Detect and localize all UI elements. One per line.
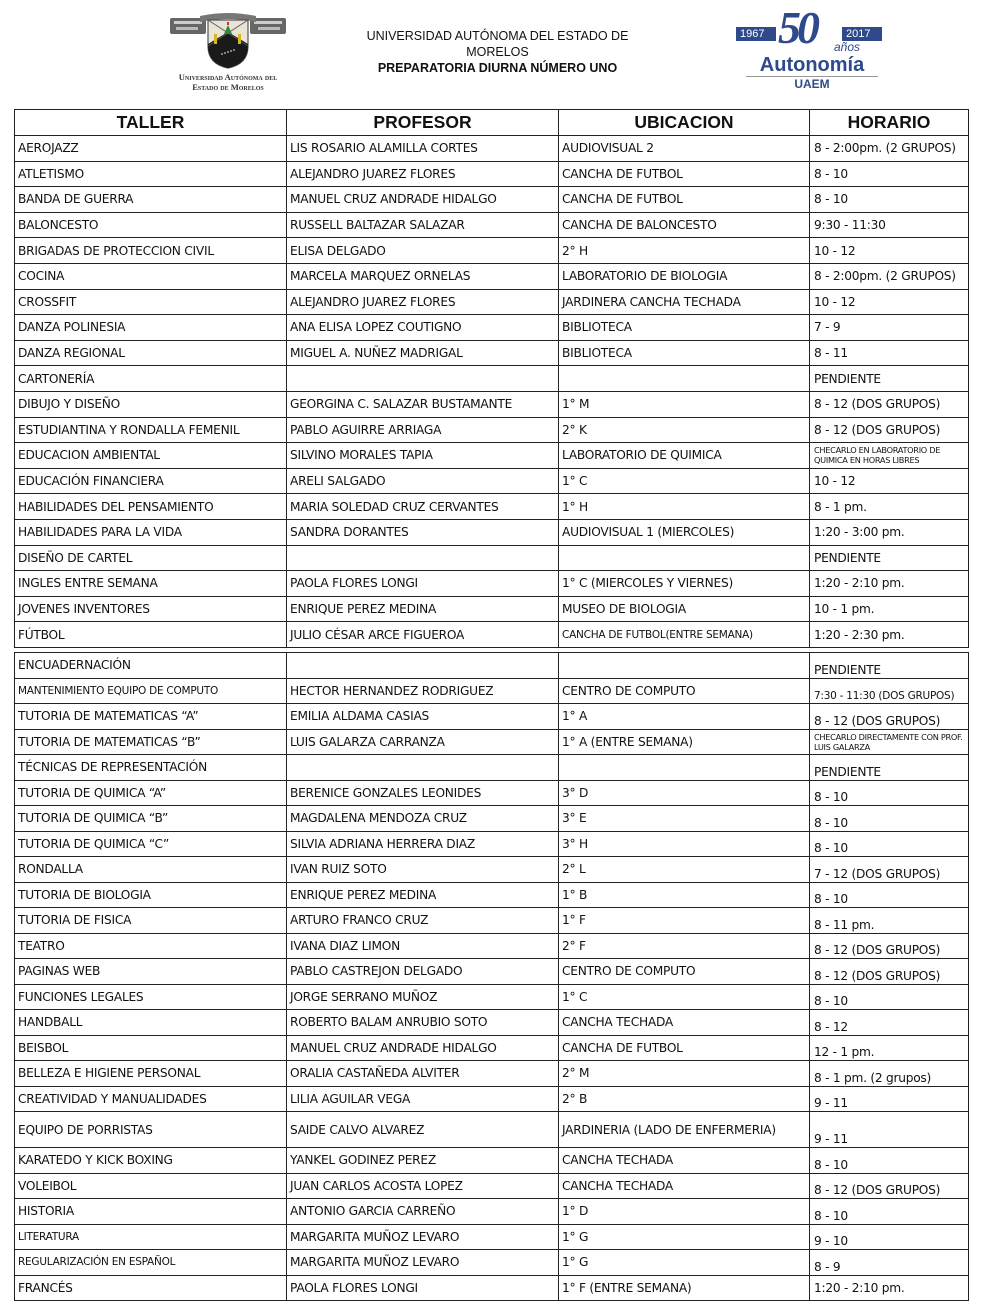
- cell-ubicacion: AUDIOVISUAL 2: [559, 136, 810, 162]
- cell-ubicacion: 1° C: [559, 468, 810, 494]
- cell-ubicacion: BIBLIOTECA: [559, 315, 810, 341]
- cell-ubicacion: 1° H: [559, 494, 810, 520]
- cell-taller: BRIGADAS DE PROTECCION CIVIL: [15, 238, 287, 264]
- cell-profesor: MARIA SOLEDAD CRUZ CERVANTES: [287, 494, 559, 520]
- cell-taller: TÉCNICAS DE REPRESENTACIÓN: [15, 755, 287, 781]
- cell-taller: BALONCESTO: [15, 212, 287, 238]
- table-row: [15, 1199, 969, 1225]
- cell-taller: FÚTBOL: [15, 622, 287, 648]
- year-start-badge: 1967: [736, 27, 776, 41]
- cell-taller: ATLETISMO: [15, 161, 287, 187]
- table-row: [15, 1086, 969, 1112]
- cell-horario: 10 - 12: [810, 468, 969, 494]
- cell-ubicacion: JARDINERIA (LADO DE ENFERMERIA): [559, 1112, 810, 1148]
- anniversary-logo: [730, 2, 890, 94]
- cell-ubicacion: CANCHA DE BALONCESTO: [559, 212, 810, 238]
- cell-taller: REGULARIZACIÓN EN ESPAÑOL: [15, 1250, 287, 1276]
- cell-ubicacion: CENTRO DE COMPUTO: [559, 678, 810, 704]
- cell-horario: PENDIENTE: [810, 366, 969, 392]
- cell-horario: 9 - 11: [810, 1086, 969, 1112]
- cell-taller: INGLES ENTRE SEMANA: [15, 571, 287, 597]
- cell-horario: PENDIENTE: [810, 653, 969, 679]
- anniversary-word: Autonomía: [759, 54, 865, 76]
- cell-ubicacion: JARDINERA CANCHA TECHADA: [559, 289, 810, 315]
- cell-horario: 8 - 10: [810, 882, 969, 908]
- cell-ubicacion: CANCHA TECHADA: [559, 1173, 810, 1199]
- cell-taller: BANDA DE GUERRA: [15, 187, 287, 213]
- cell-horario: 8 - 2:00pm. (2 GRUPOS): [810, 263, 969, 289]
- year-end-badge: 2017: [842, 27, 882, 41]
- table-row: [15, 729, 969, 755]
- page-header: [0, 0, 990, 100]
- cell-ubicacion: 1° D: [559, 1199, 810, 1225]
- cell-profesor: [287, 366, 559, 392]
- cell-horario: 8 - 12: [810, 1010, 969, 1036]
- cell-horario: 8 - 10: [810, 831, 969, 857]
- cell-ubicacion: [559, 755, 810, 781]
- cell-horario: 9:30 - 11:30: [810, 212, 969, 238]
- cell-ubicacion: 1° C: [559, 984, 810, 1010]
- cell-profesor: MARGARITA MUÑOZ LEVARO: [287, 1224, 559, 1250]
- cell-profesor: ALEJANDRO JUAREZ FLORES: [287, 161, 559, 187]
- table-row: [15, 187, 969, 213]
- table-row: [15, 1148, 969, 1174]
- cell-profesor: HECTOR HERNANDEZ RODRIGUEZ: [287, 678, 559, 704]
- cell-taller: RONDALLA: [15, 857, 287, 883]
- table-row: [15, 882, 969, 908]
- cell-profesor: EMILIA ALDAMA CASIAS: [287, 704, 559, 730]
- cell-taller: CARTONERÍA: [15, 366, 287, 392]
- table-row: [15, 780, 969, 806]
- cell-ubicacion: LABORATORIO DE BIOLOGIA: [559, 263, 810, 289]
- cell-ubicacion: CANCHA TECHADA: [559, 1010, 810, 1036]
- table-row: [15, 596, 969, 622]
- table-row: [15, 1275, 969, 1301]
- table-row: [15, 1035, 969, 1061]
- cell-horario: 8 - 2:00pm. (2 GRUPOS): [810, 136, 969, 162]
- cell-taller: TUTORIA DE QUIMICA “A”: [15, 780, 287, 806]
- cell-horario: 8 - 10: [810, 984, 969, 1010]
- cell-ubicacion: CANCHA DE FUTBOL: [559, 1035, 810, 1061]
- table-row: [15, 494, 969, 520]
- cell-horario: 8 - 12 (DOS GRUPOS): [810, 704, 969, 730]
- cell-horario: 12 - 1 pm.: [810, 1035, 969, 1061]
- cell-ubicacion: 1° C (MIERCOLES Y VIERNES): [559, 571, 810, 597]
- cell-horario: 7:30 - 11:30 (DOS GRUPOS): [810, 678, 969, 704]
- table-row: [15, 468, 969, 494]
- cell-ubicacion: 1° F (ENTRE SEMANA): [559, 1275, 810, 1301]
- cell-ubicacion: 1° G: [559, 1224, 810, 1250]
- cell-ubicacion: 1° G: [559, 1250, 810, 1276]
- cell-profesor: GEORGINA C. SALAZAR BUSTAMANTE: [287, 391, 559, 417]
- cell-ubicacion: 3° H: [559, 831, 810, 857]
- table-row: [15, 933, 969, 959]
- cell-horario: CHECARLO EN LABORATORIO DE QUIMICA EN HORAS LIBRES: [810, 443, 969, 469]
- cell-ubicacion: 2° F: [559, 933, 810, 959]
- cell-horario: 8 - 12 (DOS GRUPOS): [810, 391, 969, 417]
- cell-ubicacion: 1° F: [559, 908, 810, 934]
- table-row: [15, 519, 969, 545]
- cell-horario: 8 - 1 pm. (2 grupos): [810, 1061, 969, 1087]
- cell-profesor: YANKEL GODINEZ PEREZ: [287, 1148, 559, 1174]
- cell-ubicacion: CANCHA DE FUTBOL: [559, 161, 810, 187]
- table-row: [15, 1112, 969, 1148]
- cell-profesor: MAGDALENA MENDOZA CRUZ: [287, 806, 559, 832]
- cell-taller: MANTENIMIENTO EQUIPO DE COMPUTO: [15, 678, 287, 704]
- cell-taller: EQUIPO DE PORRISTAS: [15, 1112, 287, 1148]
- university-name-line1: UNIVERSIDAD AUTÓNOMA DEL ESTADO DE: [366, 29, 629, 43]
- cell-profesor: SILVIA ADRIANA HERRERA DIAZ: [287, 831, 559, 857]
- cell-taller: COCINA: [15, 263, 287, 289]
- cell-profesor: MIGUEL A. NUÑEZ MADRIGAL: [287, 340, 559, 366]
- cell-profesor: PABLO AGUIRRE ARRIAGA: [287, 417, 559, 443]
- cell-taller: DANZA POLINESIA: [15, 315, 287, 341]
- cell-profesor: JORGE SERRANO MUÑOZ: [287, 984, 559, 1010]
- cell-horario: 8 - 10: [810, 187, 969, 213]
- cell-taller: HANDBALL: [15, 1010, 287, 1036]
- cell-profesor: MANUEL CRUZ ANDRADE HIDALGO: [287, 187, 559, 213]
- table-row: [15, 908, 969, 934]
- cell-ubicacion: LABORATORIO DE QUIMICA: [559, 443, 810, 469]
- cell-taller: TUTORIA DE BIOLOGIA: [15, 882, 287, 908]
- cell-profesor: [287, 755, 559, 781]
- cell-taller: AEROJAZZ: [15, 136, 287, 162]
- table-row: [15, 1173, 969, 1199]
- cell-ubicacion: BIBLIOTECA: [559, 340, 810, 366]
- cell-horario: 7 - 9: [810, 315, 969, 341]
- cell-taller: FRANCÉS: [15, 1275, 287, 1301]
- cell-ubicacion: 3° E: [559, 806, 810, 832]
- cell-taller: TEATRO: [15, 933, 287, 959]
- cell-ubicacion: 2° M: [559, 1061, 810, 1087]
- table-row: [15, 1061, 969, 1087]
- cell-horario: 10 - 12: [810, 289, 969, 315]
- cell-horario: 1:20 - 3:00 pm.: [810, 519, 969, 545]
- cell-ubicacion: CENTRO DE COMPUTO: [559, 959, 810, 985]
- cell-profesor: MARCELA MARQUEZ ORNELAS: [287, 263, 559, 289]
- cell-horario: 9 - 11: [810, 1112, 969, 1148]
- table-row: [15, 1010, 969, 1036]
- table-row: [15, 263, 969, 289]
- cell-profesor: ELISA DELGADO: [287, 238, 559, 264]
- cell-ubicacion: CANCHA TECHADA: [559, 1148, 810, 1174]
- cell-profesor: SAIDE CALVO ALVAREZ: [287, 1112, 559, 1148]
- document-title: [360, 28, 635, 77]
- cell-profesor: LIS ROSARIO ALAMILLA CORTES: [287, 136, 559, 162]
- cell-ubicacion: 2° B: [559, 1086, 810, 1112]
- cell-ubicacion: 1° A: [559, 704, 810, 730]
- crest-icon: [166, 12, 290, 70]
- table-row: [15, 1224, 969, 1250]
- table-row: [15, 417, 969, 443]
- cell-horario: 8 - 10: [810, 161, 969, 187]
- cell-horario: 8 - 11 pm.: [810, 908, 969, 934]
- table-header-row: [15, 110, 969, 136]
- cell-horario: 9 - 10: [810, 1224, 969, 1250]
- cell-taller: ENCUADERNACIÓN: [15, 653, 287, 679]
- table-row: [15, 857, 969, 883]
- cell-horario: 8 - 10: [810, 780, 969, 806]
- cell-taller: LITERATURA: [15, 1224, 287, 1250]
- table-row: [15, 238, 969, 264]
- cell-taller: BELLEZA E HIGIENE PERSONAL: [15, 1061, 287, 1087]
- cell-horario: 8 - 10: [810, 1148, 969, 1174]
- cell-ubicacion: AUDIOVISUAL 1 (MIERCOLES): [559, 519, 810, 545]
- table-row: [15, 831, 969, 857]
- table-row: [15, 136, 969, 162]
- cell-taller: BEISBOL: [15, 1035, 287, 1061]
- cell-taller: DISEÑO DE CARTEL: [15, 545, 287, 571]
- cell-ubicacion: 2° L: [559, 857, 810, 883]
- left-logo-caption: [166, 72, 290, 92]
- table-row: [15, 315, 969, 341]
- cell-horario: CHECARLO DIRECTAMENTE CON PROF. LUIS GALARZA: [810, 729, 969, 755]
- table-row: [15, 653, 969, 679]
- cell-ubicacion: 2° K: [559, 417, 810, 443]
- cell-profesor: ARTURO FRANCO CRUZ: [287, 908, 559, 934]
- cell-horario: 8 - 1 pm.: [810, 494, 969, 520]
- cell-profesor: RUSSELL BALTAZAR SALAZAR: [287, 212, 559, 238]
- cell-profesor: [287, 653, 559, 679]
- cell-profesor: [287, 545, 559, 571]
- uaem-crest-logo: [166, 12, 290, 94]
- cell-profesor: PAOLA FLORES LONGI: [287, 571, 559, 597]
- cell-profesor: ROBERTO BALAM ANRUBIO SOTO: [287, 1010, 559, 1036]
- cell-ubicacion: CANCHA DE FUTBOL(ENTRE SEMANA): [559, 622, 810, 648]
- cell-horario: 10 - 12: [810, 238, 969, 264]
- table-row: [15, 391, 969, 417]
- cell-profesor: ARELI SALGADO: [287, 468, 559, 494]
- cell-horario: PENDIENTE: [810, 755, 969, 781]
- cell-profesor: JULIO CÉSAR ARCE FIGUEROA: [287, 622, 559, 648]
- cell-taller: HABILIDADES PARA LA VIDA: [15, 519, 287, 545]
- table-row: [15, 212, 969, 238]
- cell-profesor: IVANA DIAZ LIMON: [287, 933, 559, 959]
- cell-ubicacion: [559, 366, 810, 392]
- cell-profesor: PAOLA FLORES LONGI: [287, 1275, 559, 1301]
- cell-taller: KARATEDO Y KICK BOXING: [15, 1148, 287, 1174]
- cell-profesor: MARGARITA MUÑOZ LEVARO: [287, 1250, 559, 1276]
- cell-profesor: BERENICE GONZALES LEONIDES: [287, 780, 559, 806]
- cell-taller: TUTORIA DE QUIMICA “B”: [15, 806, 287, 832]
- anniversary-number: 50: [778, 2, 816, 53]
- cell-horario: 8 - 9: [810, 1250, 969, 1276]
- cell-ubicacion: MUSEO DE BIOLOGIA: [559, 596, 810, 622]
- column-header-taller: TALLER: [15, 110, 287, 136]
- cell-horario: 8 - 12 (DOS GRUPOS): [810, 417, 969, 443]
- cell-horario: PENDIENTE: [810, 545, 969, 571]
- cell-taller: HABILIDADES DEL PENSAMIENTO: [15, 494, 287, 520]
- table-row: [15, 984, 969, 1010]
- cell-profesor: ENRIQUE PEREZ MEDINA: [287, 882, 559, 908]
- school-name: PREPARATORIA DIURNA NÚMERO UNO: [377, 61, 618, 75]
- cell-profesor: PABLO CASTREJON DELGADO: [287, 959, 559, 985]
- table-row: [15, 571, 969, 597]
- cell-taller: CREATIVIDAD Y MANUALIDADES: [15, 1086, 287, 1112]
- cell-taller: TUTORIA DE QUIMICA “C”: [15, 831, 287, 857]
- cell-taller: DANZA REGIONAL: [15, 340, 287, 366]
- cell-profesor: LILIA AGUILAR VEGA: [287, 1086, 559, 1112]
- cell-horario: 8 - 10: [810, 1199, 969, 1225]
- cell-ubicacion: CANCHA DE FUTBOL: [559, 187, 810, 213]
- column-header-ubicacion: UBICACION: [559, 110, 810, 136]
- cell-profesor: ENRIQUE PEREZ MEDINA: [287, 596, 559, 622]
- talleres-table-section-2: [14, 652, 969, 1301]
- cell-ubicacion: 1° B: [559, 882, 810, 908]
- cell-taller: VOLEIBOL: [15, 1173, 287, 1199]
- cell-taller: TUTORIA DE MATEMATICAS “B”: [15, 729, 287, 755]
- cell-profesor: ANTONIO GARCIA CARREÑO: [287, 1199, 559, 1225]
- anniversary-anos: años: [834, 40, 861, 54]
- cell-taller: EDUCACION AMBIENTAL: [15, 443, 287, 469]
- cell-taller: EDUCACIÓN FINANCIERA: [15, 468, 287, 494]
- talleres-table-section-1: [14, 109, 969, 648]
- university-name-line2: MORELOS: [466, 45, 529, 59]
- cell-taller: ESTUDIANTINA Y RONDALLA FEMENIL: [15, 417, 287, 443]
- cell-horario: 7 - 12 (DOS GRUPOS): [810, 857, 969, 883]
- cell-horario: 8 - 11: [810, 340, 969, 366]
- table-row: [15, 289, 969, 315]
- table-row: [15, 161, 969, 187]
- cell-ubicacion: 1° M: [559, 391, 810, 417]
- cell-horario: 8 - 10: [810, 806, 969, 832]
- table-row: [15, 622, 969, 648]
- cell-profesor: IVAN RUIZ SOTO: [287, 857, 559, 883]
- cell-taller: TUTORIA DE FISICA: [15, 908, 287, 934]
- cell-profesor: SANDRA DORANTES: [287, 519, 559, 545]
- table-row: [15, 704, 969, 730]
- cell-taller: PAGINAS WEB: [15, 959, 287, 985]
- cell-horario: 8 - 12 (DOS GRUPOS): [810, 1173, 969, 1199]
- cell-ubicacion: 3° D: [559, 780, 810, 806]
- cell-profesor: MANUEL CRUZ ANDRADE HIDALGO: [287, 1035, 559, 1061]
- table-row: [15, 443, 969, 469]
- table-row: [15, 366, 969, 392]
- cell-taller: TUTORIA DE MATEMATICAS “A”: [15, 704, 287, 730]
- left-logo-caption-line2: Estado de Morelos: [192, 82, 264, 92]
- cell-taller: CROSSFIT: [15, 289, 287, 315]
- table-row: [15, 806, 969, 832]
- cell-horario: 1:20 - 2:30 pm.: [810, 622, 969, 648]
- cell-taller: DIBUJO Y DISEÑO: [15, 391, 287, 417]
- table-row: [15, 1250, 969, 1276]
- cell-horario: 8 - 12 (DOS GRUPOS): [810, 933, 969, 959]
- cell-profesor: JUAN CARLOS ACOSTA LOPEZ: [287, 1173, 559, 1199]
- cell-ubicacion: 2° H: [559, 238, 810, 264]
- table-row: [15, 340, 969, 366]
- cell-ubicacion: 1° A (ENTRE SEMANA): [559, 729, 810, 755]
- table-row: [15, 755, 969, 781]
- cell-taller: FUNCIONES LEGALES: [15, 984, 287, 1010]
- table-row: [15, 959, 969, 985]
- table-row: [15, 678, 969, 704]
- cell-profesor: ORALIA CASTAÑEDA ALVITER: [287, 1061, 559, 1087]
- column-header-horario: HORARIO: [810, 110, 969, 136]
- column-header-profesor: PROFESOR: [287, 110, 559, 136]
- cell-taller: JOVENES INVENTORES: [15, 596, 287, 622]
- cell-horario: 1:20 - 2:10 pm.: [810, 1275, 969, 1301]
- left-logo-caption-line1: Universidad Autónoma del: [178, 72, 278, 82]
- anniversary-acronym: UAEM: [794, 77, 830, 91]
- cell-profesor: LUIS GALARZA CARRANZA: [287, 729, 559, 755]
- cell-horario: 8 - 12 (DOS GRUPOS): [810, 959, 969, 985]
- cell-ubicacion: [559, 545, 810, 571]
- cell-horario: 1:20 - 2:10 pm.: [810, 571, 969, 597]
- cell-taller: HISTORIA: [15, 1199, 287, 1225]
- cell-profesor: ALEJANDRO JUAREZ FLORES: [287, 289, 559, 315]
- table-row: [15, 545, 969, 571]
- cell-ubicacion: [559, 653, 810, 679]
- cell-profesor: SILVINO MORALES TAPIA: [287, 443, 559, 469]
- cell-horario: 10 - 1 pm.: [810, 596, 969, 622]
- cell-profesor: ANA ELISA LOPEZ COUTIGNO: [287, 315, 559, 341]
